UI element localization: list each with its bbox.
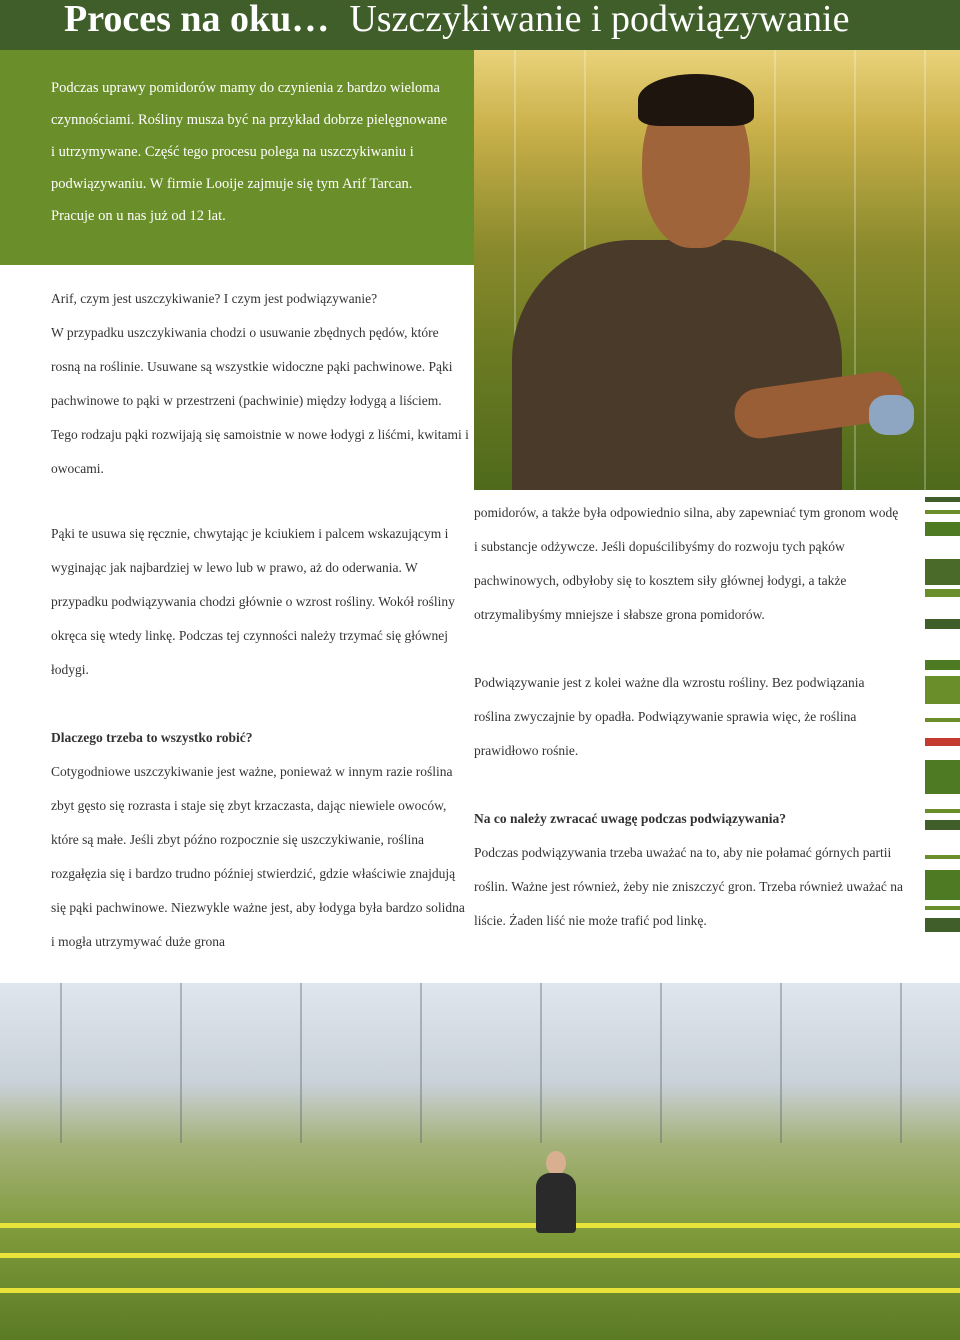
section1-text-b: Pąki te usuwa się ręcznie, chwytając je kciukiem i palcem wskazującym i wyginając jak najbardziej w lewo lub w prawo, aż do oderwania. W przypadku podwiązywania chodzi głównie o wzrost rośliny. Wokół rośliny okręca się wtedy linkę. Podczas tej czynności należy trzymać się głównej łodygi. [51,526,455,677]
page-title [64,0,849,44]
portrait-photo [474,50,960,490]
title-subtitle: Uszczykiwanie i podwiązywanie [349,0,850,40]
section2-column [51,517,471,959]
right-text-b: Podwiązywanie jest z kolei ważne dla wzrostu rośliny. Bez podwiązania roślina zwyczajnie by opadła. Podwiązywanie sprawia więc, że roślina prawidłowo rośnie. [474,675,865,758]
title-bold: Proces na oku… [64,0,330,40]
intro-text: Podczas uprawy pomidorów mamy do czynienia z bardzo wieloma czynnościami. Rośliny musza być na przykład dobrze pielęgnowane i utrzymywane. Część tego procesu polega na uszczykiwaniu i podwiązywaniu. W firmie Looije zajmuje się tym Arif Tarcan. Pracuje on u nas już od 12 lat. [51,80,448,224]
section2-text: Cotygodniowe uszczykiwanie jest ważne, ponieważ w innym razie roślina zbyt gęsto się rozrasta i staje się zbyt krzaczasta, dając niewiele owoców, które są małe. Jeśli zbyt późno rozpocznie się uszczykiwanie, roślina rozgałęzia się i bardzo trudno później stwierdzić, gdzie właściwie znajdują się pąki pachwinowe. Niezwykle ważne jest, aby łodyga była bardzo solidna i mogła utrzymywać duże grona [51,764,465,949]
intro-box [0,50,474,265]
section2-question: Dlaczego trzeba to wszystko robić? [51,730,253,745]
section1-column [51,282,471,486]
section1-question: Arif, czym jest uszczykiwanie? I czym jest podwiązywanie? [51,291,378,306]
right-text-c: Podczas podwiązywania trzeba uważać na to, aby nie połamać górnych partii roślin. Ważne jest również, żeby nie zniszczyć gron. Trzeba również uważać na liście. Żaden liść nie może trafić pod linkę. [474,845,903,928]
greenhouse-photo [0,983,960,1340]
right-question: Na co należy zwracać uwagę podczas podwiązywania? [474,811,786,826]
section1-text-a: W przypadku uszczykiwania chodzi o usuwanie zbędnych pędów, które rosną na roślinie. Usuwane są wszystkie widoczne pąki pachwinowe. Pąki pachwinowe to pąki w przestrzeni (pachwinie) między łodygą a liściem. Tego rodzaju pąki rozwijają się samoistnie w nowe łodygi z liśćmi, kwitami i owocami. [51,325,469,476]
page-header [0,0,960,50]
right-column [474,496,904,938]
right-text-a: pomidorów, a także była odpowiednio silna, aby zapewniać tym gronom wodę i substancje odżywcze. Jeśli dopuścilibyśmy do rozwoju tych pąków pachwinowych, odbyłoby się to kosztem siły głównej łodygi, a także otrzymalibyśmy mniejsze i słabsze grona pomidorów. [474,505,899,622]
